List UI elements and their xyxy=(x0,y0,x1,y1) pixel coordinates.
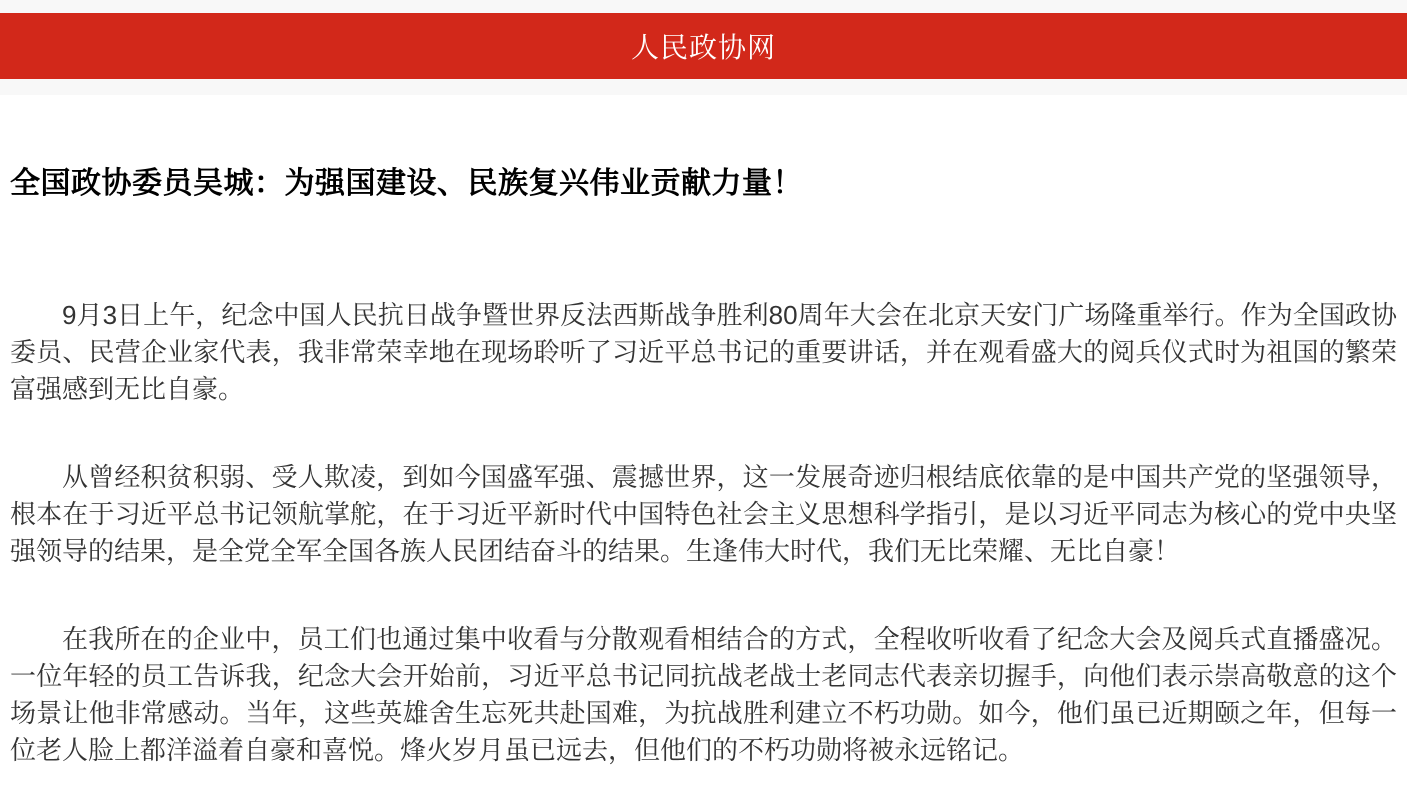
article-paragraph: 9月3日上午，纪念中国人民抗日战争暨世界反法西斯战争胜利80周年大会在北京天安门广场隆重举行。作为全国政协委员、民营企业家代表，我非常荣幸地在现场聆听了习近平总书记的重要讲话，并在观看盛大的阅兵仪式时为祖国的繁荣富强感到无比自豪。 xyxy=(10,300,1397,404)
article-paragraph: 从曾经积贫积弱、受人欺凌，到如今国盛军强、震撼世界，这一发展奇迹归根结底依靠的是中国共产党的坚强领导，根本在于习近平总书记领航掌舵，在于习近平新时代中国特色社会主义思想科学指引，是以习近平同志为核心的党中央坚强领导的结果，是全党全军全国各族人民团结奋斗的结果。生逢伟大时代，我们无比荣耀、无比自豪！ xyxy=(10,462,1397,566)
top-page-margin xyxy=(0,0,1407,13)
header-bottom-margin xyxy=(0,79,1407,95)
article-body xyxy=(0,168,1407,799)
site-header-banner xyxy=(0,13,1407,79)
article-title: 全国政协委员吴城：为强国建设、民族复兴伟业贡献力量！ xyxy=(10,167,803,200)
article-paragraph: 在我所在的企业中，员工们也通过集中收看与分散观看相结合的方式，全程收听收看了纪念大会及阅兵式直播盛况。一位年轻的员工告诉我，纪念大会开始前，习近平总书记同抗战老战士老同志代表亲切握手，向他们表示崇高敬意的这个场景让他非常感动。当年，这些英雄舍生忘死共赴国难，为抗战胜利建立不朽功勋。如今，他们虽已近期颐之年，但每一位老人脸上都洋溢着自豪和喜悦。烽火岁月虽已远去，但他们的不朽功勋将被永远铭记。 xyxy=(10,624,1397,765)
site-name: 人民政协网 xyxy=(630,32,776,63)
